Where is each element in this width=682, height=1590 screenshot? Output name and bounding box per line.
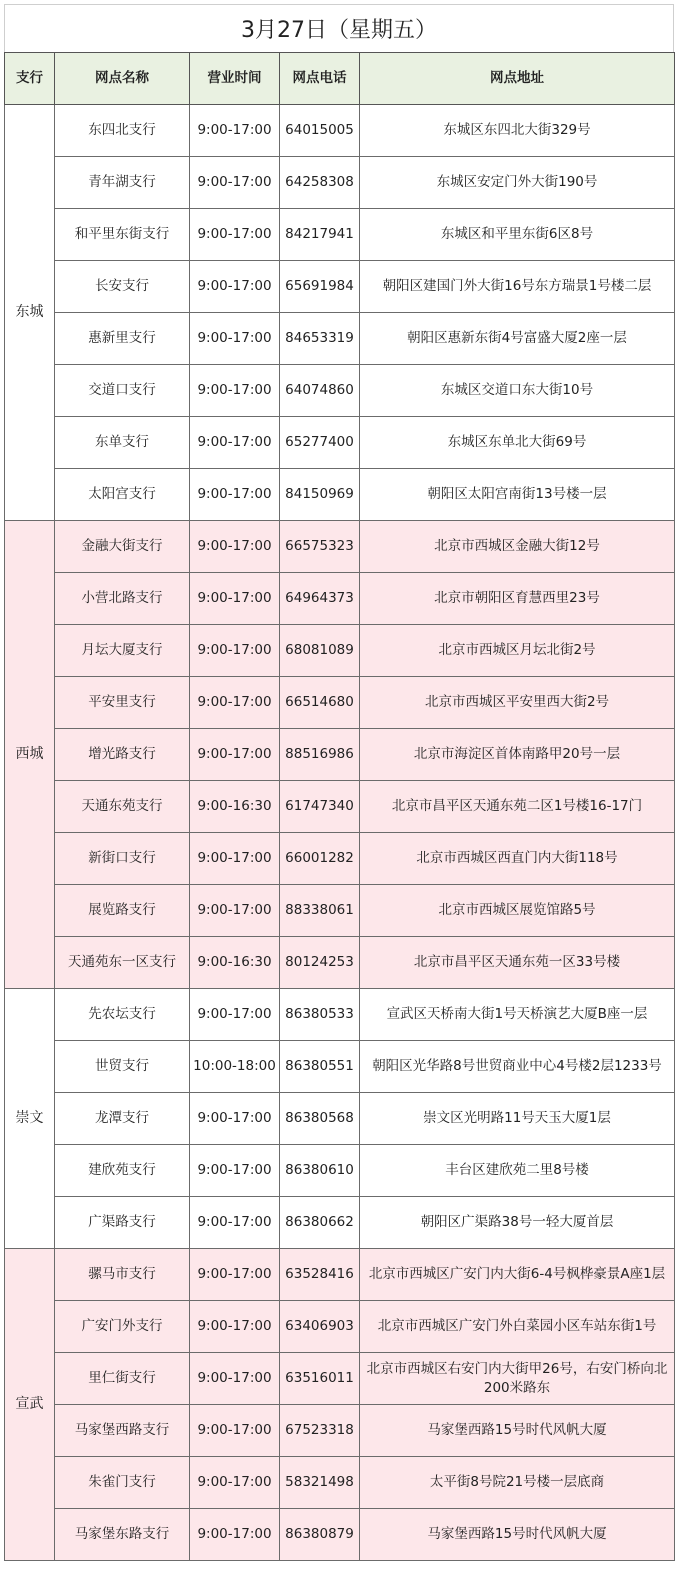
- address-cell: 北京市西城区月坛北街2号: [360, 625, 675, 677]
- address-cell: 北京市昌平区天通东苑一区33号楼: [360, 937, 675, 989]
- business-hours-cell: 9:00-17:00: [190, 1093, 280, 1145]
- business-hours-cell: 9:00-17:00: [190, 1405, 280, 1457]
- business-hours-cell: 9:00-17:00: [190, 469, 280, 521]
- table-row: [5, 157, 675, 209]
- branch-name-cell: 新街口支行: [55, 833, 190, 885]
- table-row: [5, 833, 675, 885]
- address-cell: 北京市西城区右安门内大街甲26号，右安门桥向北200米路东: [360, 1353, 675, 1405]
- table-row: [5, 1249, 675, 1301]
- branch-name-cell: 长安支行: [55, 261, 190, 313]
- phone-cell: 80124253: [280, 937, 360, 989]
- district-cell: 宣武: [5, 1249, 55, 1561]
- address-cell: 北京市西城区展览馆路5号: [360, 885, 675, 937]
- phone-cell: 84217941: [280, 209, 360, 261]
- phone-cell: 63406903: [280, 1301, 360, 1353]
- branch-name-cell: 龙潭支行: [55, 1093, 190, 1145]
- phone-cell: 65691984: [280, 261, 360, 313]
- phone-cell: 64015005: [280, 105, 360, 157]
- address-cell: 崇文区光明路11号天玉大厦1层: [360, 1093, 675, 1145]
- phone-cell: 68081089: [280, 625, 360, 677]
- business-hours-cell: 9:00-17:00: [190, 885, 280, 937]
- business-hours-cell: 9:00-17:00: [190, 105, 280, 157]
- phone-cell: 65277400: [280, 417, 360, 469]
- table-row: [5, 417, 675, 469]
- table-row: [5, 1509, 675, 1561]
- business-hours-cell: 9:00-17:00: [190, 833, 280, 885]
- district-cell: 西城: [5, 521, 55, 989]
- business-hours-cell: 9:00-17:00: [190, 209, 280, 261]
- business-hours-cell: 9:00-17:00: [190, 365, 280, 417]
- phone-cell: 86380551: [280, 1041, 360, 1093]
- table-row: [5, 469, 675, 521]
- table-row: [5, 365, 675, 417]
- business-hours-cell: 9:00-17:00: [190, 521, 280, 573]
- branch-name-cell: 天通东苑支行: [55, 781, 190, 833]
- branch-name-cell: 天通苑东一区支行: [55, 937, 190, 989]
- phone-cell: 64964373: [280, 573, 360, 625]
- table-row: [5, 209, 675, 261]
- branch-table: [4, 52, 675, 1561]
- address-cell: 北京市朝阳区育慧西里23号: [360, 573, 675, 625]
- phone-cell: 67523318: [280, 1405, 360, 1457]
- business-hours-cell: 9:00-16:30: [190, 781, 280, 833]
- phone-cell: 88516986: [280, 729, 360, 781]
- table-row: [5, 1353, 675, 1405]
- business-hours-cell: 9:00-17:00: [190, 1509, 280, 1561]
- address-cell: 朝阳区惠新东街4号富盛大厦2座一层: [360, 313, 675, 365]
- branch-name-cell: 东单支行: [55, 417, 190, 469]
- phone-cell: 61747340: [280, 781, 360, 833]
- page-title: 3月27日（星期五）: [4, 4, 674, 52]
- table-header: [5, 53, 675, 105]
- branch-name-cell: 朱雀门支行: [55, 1457, 190, 1509]
- address-cell: 朝阳区建国门外大街16号东方瑞景1号楼二层: [360, 261, 675, 313]
- table-row: [5, 677, 675, 729]
- header-district: 支行: [5, 53, 55, 105]
- branch-name-cell: 金融大街支行: [55, 521, 190, 573]
- business-hours-cell: 9:00-17:00: [190, 157, 280, 209]
- branch-name-cell: 交道口支行: [55, 365, 190, 417]
- business-hours-cell: 9:00-17:00: [190, 989, 280, 1041]
- table-row: [5, 1041, 675, 1093]
- business-hours-cell: 9:00-17:00: [190, 417, 280, 469]
- address-cell: 北京市海淀区首体南路甲20号一层: [360, 729, 675, 781]
- address-cell: 东城区交道口东大街10号: [360, 365, 675, 417]
- table-row: [5, 1197, 675, 1249]
- branch-name-cell: 东四北支行: [55, 105, 190, 157]
- address-cell: 宣武区天桥南大街1号天桥演艺大厦B座一层: [360, 989, 675, 1041]
- business-hours-cell: 9:00-17:00: [190, 677, 280, 729]
- address-cell: 朝阳区太阳宫南街13号楼一层: [360, 469, 675, 521]
- table-row: [5, 989, 675, 1041]
- business-hours-cell: 9:00-17:00: [190, 1301, 280, 1353]
- phone-cell: 66001282: [280, 833, 360, 885]
- branch-name-cell: 增光路支行: [55, 729, 190, 781]
- table-row: [5, 1301, 675, 1353]
- table-row: [5, 885, 675, 937]
- header-branch-name: 网点名称: [55, 53, 190, 105]
- header-address: 网点地址: [360, 53, 675, 105]
- header-phone: 网点电话: [280, 53, 360, 105]
- address-cell: 朝阳区广渠路38号一轻大厦首层: [360, 1197, 675, 1249]
- business-hours-cell: 9:00-17:00: [190, 729, 280, 781]
- business-hours-cell: 9:00-17:00: [190, 1145, 280, 1197]
- branch-name-cell: 展览路支行: [55, 885, 190, 937]
- phone-cell: 63516011: [280, 1353, 360, 1405]
- table-row: [5, 937, 675, 989]
- address-cell: 北京市西城区广安门内大街6-4号枫桦豪景A座1层: [360, 1249, 675, 1301]
- branch-name-cell: 广渠路支行: [55, 1197, 190, 1249]
- table-row: [5, 521, 675, 573]
- table-body: [5, 105, 675, 1561]
- phone-cell: 64258308: [280, 157, 360, 209]
- business-hours-cell: 9:00-16:30: [190, 937, 280, 989]
- address-cell: 东城区安定门外大街190号: [360, 157, 675, 209]
- business-hours-cell: 9:00-17:00: [190, 1249, 280, 1301]
- branch-name-cell: 里仁街支行: [55, 1353, 190, 1405]
- table-row: [5, 313, 675, 365]
- business-hours-cell: 9:00-17:00: [190, 261, 280, 313]
- table-row: [5, 1145, 675, 1197]
- address-cell: 太平街8号院21号楼一层底商: [360, 1457, 675, 1509]
- address-cell: 马家堡西路15号时代风帆大厦: [360, 1509, 675, 1561]
- phone-cell: 58321498: [280, 1457, 360, 1509]
- business-hours-cell: 9:00-17:00: [190, 573, 280, 625]
- table-row: [5, 729, 675, 781]
- branch-name-cell: 青年湖支行: [55, 157, 190, 209]
- business-hours-cell: 9:00-17:00: [190, 1197, 280, 1249]
- address-cell: 东城区东单北大街69号: [360, 417, 675, 469]
- table-row: [5, 1093, 675, 1145]
- table-row: [5, 625, 675, 677]
- table-row: [5, 573, 675, 625]
- district-cell: 东城: [5, 105, 55, 521]
- address-cell: 东城区东四北大街329号: [360, 105, 675, 157]
- business-hours-cell: 9:00-17:00: [190, 625, 280, 677]
- phone-cell: 64074860: [280, 365, 360, 417]
- phone-cell: 86380533: [280, 989, 360, 1041]
- table-row: [5, 1457, 675, 1509]
- phone-cell: 84653319: [280, 313, 360, 365]
- branch-name-cell: 太阳宫支行: [55, 469, 190, 521]
- branch-name-cell: 先农坛支行: [55, 989, 190, 1041]
- phone-cell: 86380879: [280, 1509, 360, 1561]
- phone-cell: 86380662: [280, 1197, 360, 1249]
- phone-cell: 66575323: [280, 521, 360, 573]
- branch-name-cell: 马家堡西路支行: [55, 1405, 190, 1457]
- address-cell: 东城区和平里东街6区8号: [360, 209, 675, 261]
- phone-cell: 86380568: [280, 1093, 360, 1145]
- phone-cell: 66514680: [280, 677, 360, 729]
- address-cell: 马家堡西路15号时代风帆大厦: [360, 1405, 675, 1457]
- table-row: [5, 105, 675, 157]
- branch-name-cell: 和平里东街支行: [55, 209, 190, 261]
- district-cell: 崇文: [5, 989, 55, 1249]
- branch-name-cell: 世贸支行: [55, 1041, 190, 1093]
- phone-cell: 88338061: [280, 885, 360, 937]
- address-cell: 北京市西城区金融大街12号: [360, 521, 675, 573]
- address-cell: 朝阳区光华路8号世贸商业中心4号楼2层1233号: [360, 1041, 675, 1093]
- business-hours-cell: 9:00-17:00: [190, 313, 280, 365]
- business-hours-cell: 9:00-17:00: [190, 1353, 280, 1405]
- branch-name-cell: 惠新里支行: [55, 313, 190, 365]
- branch-name-cell: 骡马市支行: [55, 1249, 190, 1301]
- phone-cell: 84150969: [280, 469, 360, 521]
- table-row: [5, 261, 675, 313]
- business-hours-cell: 9:00-17:00: [190, 1457, 280, 1509]
- table-row: [5, 781, 675, 833]
- address-cell: 北京市西城区平安里西大街2号: [360, 677, 675, 729]
- branch-name-cell: 广安门外支行: [55, 1301, 190, 1353]
- address-cell: 北京市昌平区天通东苑二区1号楼16-17门: [360, 781, 675, 833]
- business-hours-cell: 10:00-18:00: [190, 1041, 280, 1093]
- branch-name-cell: 平安里支行: [55, 677, 190, 729]
- header-business-hours: 营业时间: [190, 53, 280, 105]
- table-row: [5, 1405, 675, 1457]
- branch-name-cell: 小营北路支行: [55, 573, 190, 625]
- branch-name-cell: 马家堡东路支行: [55, 1509, 190, 1561]
- address-cell: 北京市西城区广安门外白菜园小区车站东街1号: [360, 1301, 675, 1353]
- phone-cell: 86380610: [280, 1145, 360, 1197]
- branch-name-cell: 月坛大厦支行: [55, 625, 190, 677]
- address-cell: 丰台区建欣苑二里8号楼: [360, 1145, 675, 1197]
- address-cell: 北京市西城区西直门内大街118号: [360, 833, 675, 885]
- branch-name-cell: 建欣苑支行: [55, 1145, 190, 1197]
- phone-cell: 63528416: [280, 1249, 360, 1301]
